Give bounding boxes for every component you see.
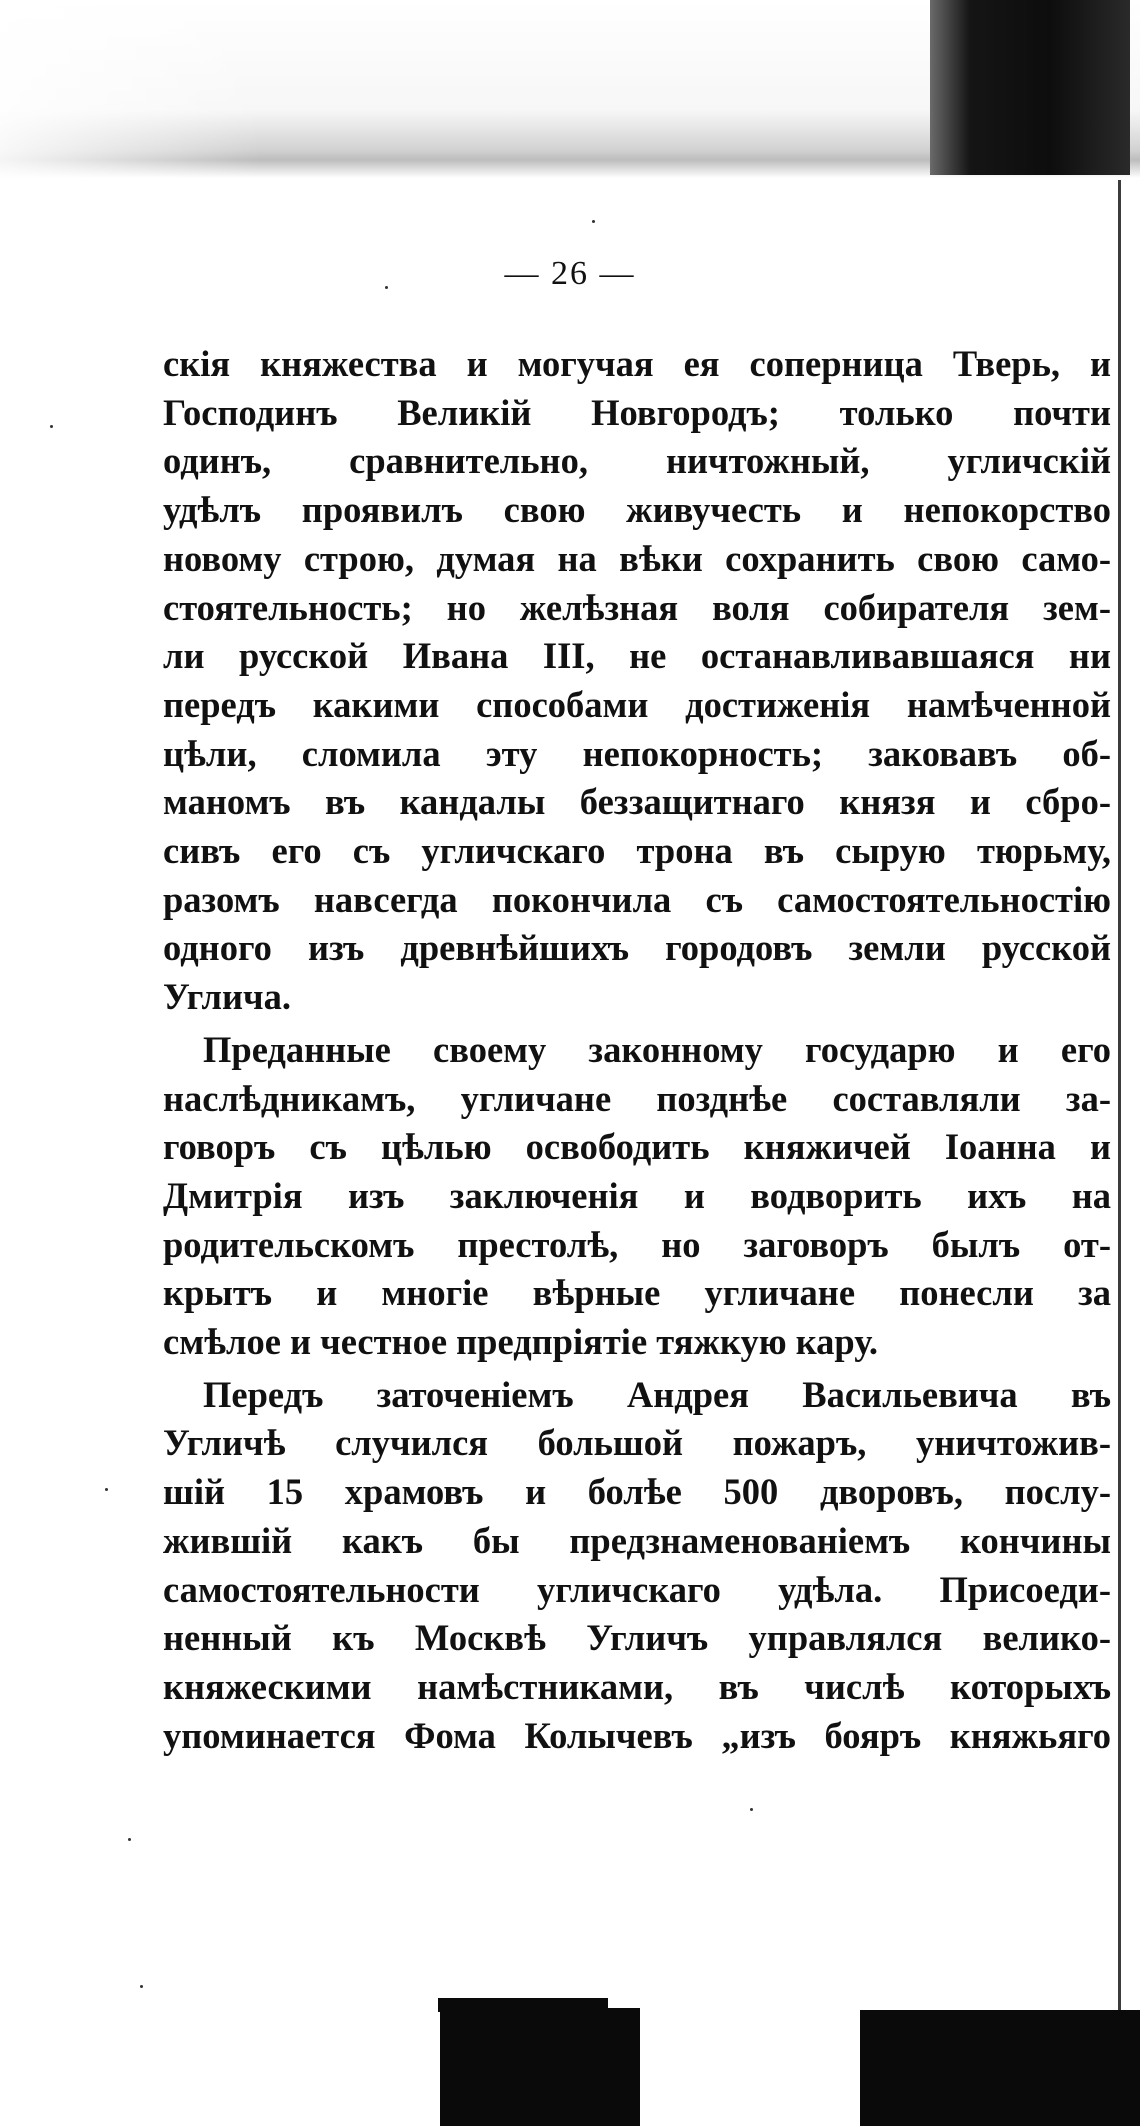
text-line: ненный къ Москвѣ Угличъ управлялся велико- xyxy=(163,1617,1111,1659)
text-line: разомъ навсегда покончила съ самостоятельностію xyxy=(163,878,1111,920)
scan-speck xyxy=(128,1838,131,1841)
text-line: Передъ заточеніемъ Андрея Васильевича въ xyxy=(203,1373,1111,1415)
text-line: одинъ, сравнительно, ничтожный, угличскій xyxy=(163,440,1111,482)
body-text xyxy=(163,340,1111,1760)
scan-speck xyxy=(592,220,595,223)
text-line: смѣлое и честное предпріятіе тяжкую кару. xyxy=(163,1321,878,1363)
text-line: самостоятельности угличскаго удѣла. Присоеди- xyxy=(163,1568,1111,1610)
text-line: скія княжества и могучая ея соперница Тверь, и xyxy=(163,343,1111,384)
text-line: сивъ его съ угличскаго трона въ сырую тюрьму, xyxy=(163,830,1111,872)
page-right-edge xyxy=(1118,180,1121,2080)
scan-speck xyxy=(140,1985,143,1988)
scan-corner-binding xyxy=(930,0,1130,175)
text-line: упоминается Фома Колычевъ „изъ бояръ княжьяго xyxy=(163,1714,1111,1756)
page-number: — 26 — xyxy=(504,255,636,292)
text-line: передъ какими способами достиженія намѣченной xyxy=(163,683,1111,725)
scan-bottom-gap xyxy=(640,2014,860,2126)
text-line: Углича. xyxy=(163,976,291,1018)
scan-bottom-shadow xyxy=(440,2008,640,2126)
text-line: удѣлъ проявилъ свою живучесть и непокорство xyxy=(163,489,1111,531)
text-line: Господинъ Великій Новгородъ; только почти xyxy=(163,391,1111,433)
scan-speck xyxy=(750,1808,753,1811)
text-line: стоятельность; но желѣзная воля собирателя зем- xyxy=(163,586,1111,628)
text-line: цѣли, сломила эту непокорность; заковавъ об- xyxy=(163,732,1111,774)
scan-bottom-shadow xyxy=(860,2010,1140,2126)
text-line: маномъ въ кандалы беззащитнаго князя и сбро- xyxy=(163,781,1111,823)
paragraph-3 xyxy=(163,1371,1111,1761)
text-line: говоръ съ цѣлью освободить княжичей Іоанна и xyxy=(163,1126,1111,1168)
scan-speck xyxy=(50,425,53,428)
text-line: Преданные своему законному государю и его xyxy=(203,1028,1111,1070)
text-line: одного изъ древнѣйшихъ городовъ земли русской xyxy=(163,927,1111,969)
text-line: ли русской Ивана III, не останавливавшаяся ни xyxy=(163,635,1111,677)
text-line: шій 15 храмовъ и болѣе 500 дворовъ, послу- xyxy=(163,1471,1111,1513)
paragraph-1 xyxy=(163,340,1111,1022)
scan-speck xyxy=(105,1488,108,1491)
paragraph-2 xyxy=(163,1026,1111,1367)
text-line: наслѣдникамъ, угличане позднѣе составляли за- xyxy=(163,1077,1111,1119)
text-line: крытъ и многіе вѣрные угличане понесли за xyxy=(163,1272,1111,1314)
text-line: княжескими намѣстниками, въ числѣ которыхъ xyxy=(163,1665,1111,1707)
text-line: Дмитрія изъ заключенія и водворить ихъ на xyxy=(163,1174,1111,1216)
text-line: жившій какъ бы предзнаменованіемъ кончины xyxy=(163,1519,1111,1561)
text-line: новому строю, думая на вѣки сохранить свою само- xyxy=(163,537,1111,579)
text-line: Угличѣ случился большой пожаръ, уничтожив- xyxy=(163,1422,1111,1464)
text-line: родительскомъ престолѣ, но заговоръ былъ от- xyxy=(163,1223,1111,1265)
